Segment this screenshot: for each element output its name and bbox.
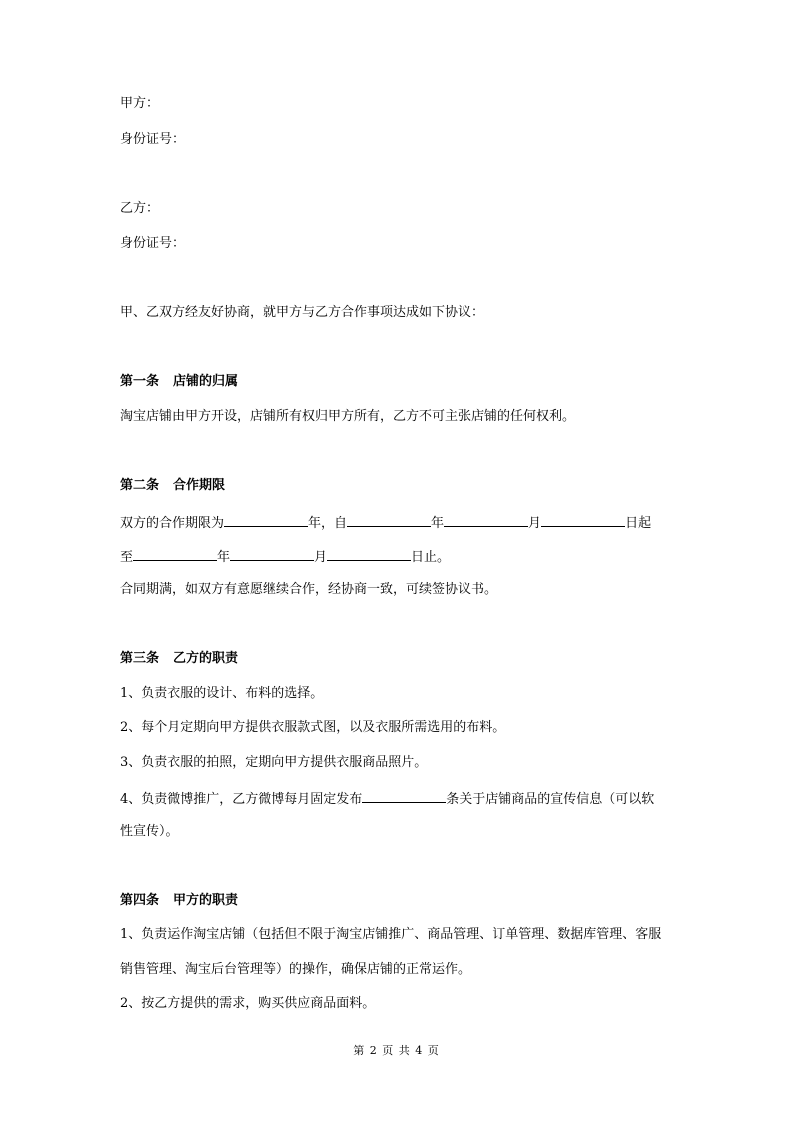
term-text-6: 至 [120,550,134,565]
term-years-blank[interactable] [224,512,308,527]
article-4-item-2: 2、按乙方提供的需求，购买供应商品面料。 [120,996,376,1011]
start-year-blank[interactable] [347,512,431,527]
article-4-item-1: 1、负责运作淘宝店铺（包括但不限于淘宝店铺推广、商品管理、订单管理、数据库管理、客服 [120,927,662,942]
term-text-3: 年 [431,516,445,531]
article-4-title: 甲方的职责 [173,893,239,908]
article-3-item-4 [120,788,654,809]
term-text-5: 日起 [625,516,652,531]
article-4-item-1-cont: 销售管理、淘宝后台管理等）的操作，确保店铺的正常运作。 [120,962,472,977]
article-4-number: 第四条 [120,893,160,908]
article-3-item-1: 1、负责衣服的设计、布料的选择。 [120,686,324,701]
article-1-heading [120,373,238,391]
party-a-label: 甲方： [120,96,160,111]
party-a-id-label: 身份证号： [120,132,186,147]
article-4-heading [120,892,238,910]
term-text-2: 年，自 [308,516,348,531]
term-text-9: 日止。 [411,550,451,565]
article-3-item-3: 3、负责衣服的拍照，定期向甲方提供衣服商品照片。 [120,755,428,770]
start-month-blank[interactable] [444,512,528,527]
end-year-blank[interactable] [133,546,217,561]
article-3-heading [120,650,238,668]
article-2-heading [120,477,225,495]
article-1-text: 淘宝店铺由甲方开设，店铺所有权归甲方所有，乙方不可主张店铺的任何权利。 [120,409,576,424]
article-2-title: 合作期限 [173,478,226,493]
term-text-1: 双方的合作期限为 [120,516,225,531]
article-3-title: 乙方的职责 [173,651,239,666]
intro-paragraph: 甲、乙双方经友好协商，就甲方与乙方合作事项达成如下协议： [120,305,485,320]
article-1-title: 店铺的归属 [173,374,239,389]
party-b-id-label: 身份证号： [120,236,186,251]
term-text-8: 月 [314,550,328,565]
end-month-blank[interactable] [230,546,314,561]
item-4-text-b: 条关于店铺商品的宣传信息（可以软 [446,792,655,807]
page-number: 第 2 页 共 4 页 [353,1044,440,1057]
article-3-item-2: 2、每个月定期向甲方提供衣服款式图，以及衣服所需选用的布料。 [120,720,506,735]
start-day-blank[interactable] [541,512,625,527]
article-1-number: 第一条 [120,374,160,389]
article-3-number: 第三条 [120,651,160,666]
article-2-number: 第二条 [120,478,160,493]
weibo-posts-blank[interactable] [362,788,446,803]
article-2-term-line-2 [120,546,450,567]
article-3-item-4-cont: 性宣传）。 [120,824,179,839]
party-b-label: 乙方： [120,201,160,216]
term-text-7: 年 [217,550,231,565]
article-2-renewal-text: 合同期满，如双方有意愿继续合作，经协商一致，可续签协议书。 [120,582,498,597]
article-2-term-line-1 [120,512,651,533]
term-text-4: 月 [528,516,542,531]
end-day-blank[interactable] [327,546,411,561]
item-4-text-a: 4、负责微博推广，乙方微博每月固定发布 [120,792,363,807]
